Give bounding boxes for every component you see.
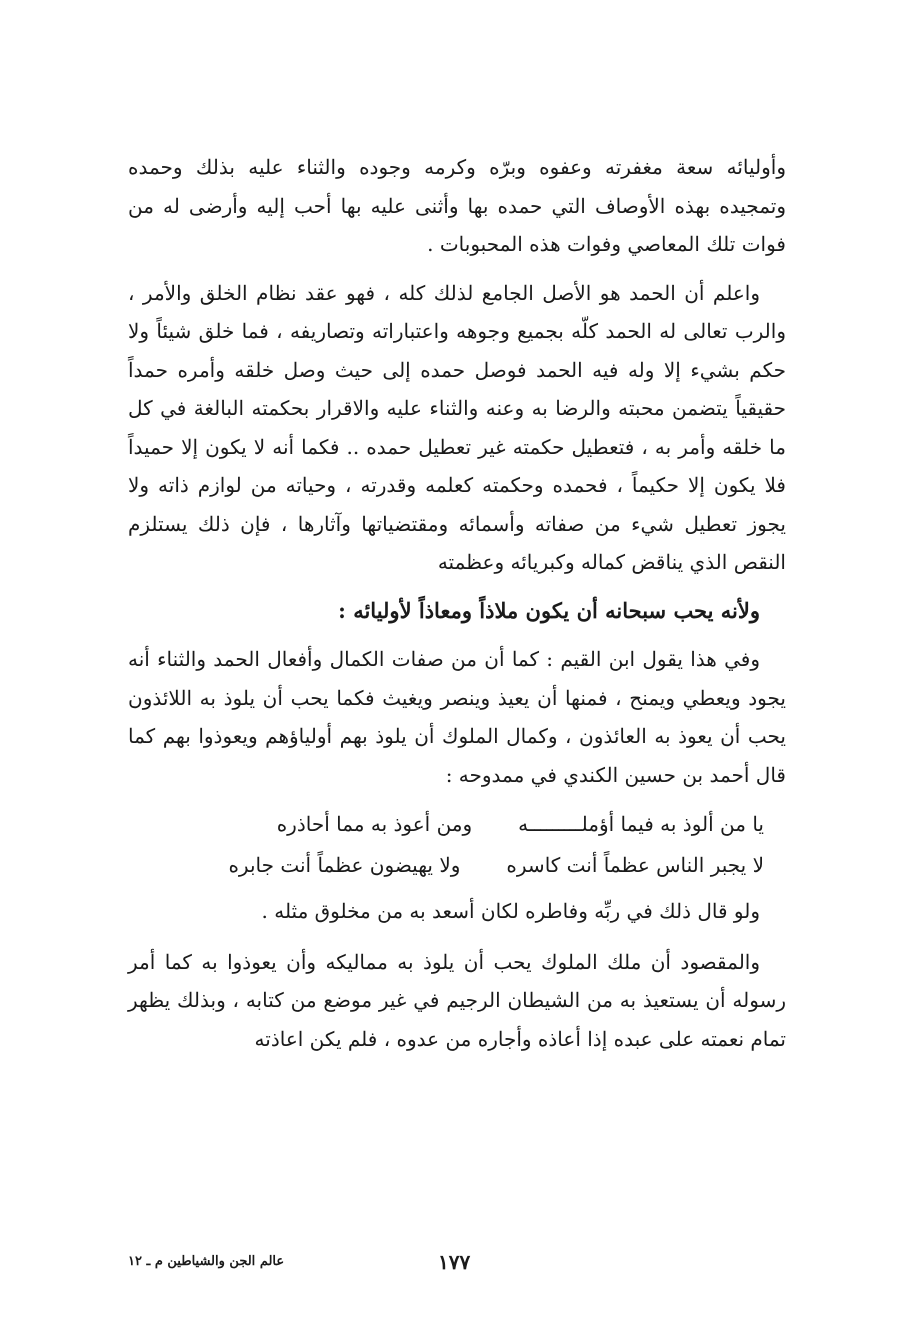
- section-heading: ولأنه يحب سبحانه أن يكون ملاذاً ومعاذاً لأوليائه :: [338, 597, 760, 623]
- paragraph-praise-origin: واعلم أن الحمد هو الأصل الجامع لذلك كله ، فهو عقد نظام الخلق والأمر ، والرب تعالى له الحمد كلّه بجميع وجوهه واعتباراته وتصاريفه ، فما خلق شيئاً ولا حكم بشيء إلا وله فيه الحمد فوصل حمده إلى حيث وصل خلقه وأمره حمداً حقيقياً يتضمن محبته والرضا به وعنه والثناء عليه والاقرار بحكمته البالغة في كل ما خلقه وأمر به ، فتعطيل حكمته غير تعطيل حمده .. فكما أنه لا يكون إلا حميداً فلا يكون إلا حكيماً ، فحمده وحكمته كعلمه وقدرته ، وحياته من لوازم ذاته ولا يجوز تعطيل شيء من صفاته وأسمائه ومقتضياتها وآثارها ، فإن ذلك يستلزم النقص الذي يناقض كماله وكبريائه وعظمته: [128, 280, 786, 574]
- verse-2-second-hemistich: ولا يهيضون عظماً أنت جابره: [228, 853, 461, 877]
- poem-verse-1: [128, 804, 786, 845]
- paragraph-king-of-kings: والمقصود أن ملك الملوك يحب أن يلوذ به مماليكه وأن يعوذوا به كما أمر رسوله أن يستعيذ به من الشيطان الرجيم في غير موضع من كتابه ، وبذلك يظهر تمام نعمته على عبده إذا أعاذه وأجاره من عدوه ، فلم يكن اعاذته: [128, 949, 786, 1051]
- verse-1-first-hemistich: يا من ألوذ به فيما أؤملـــــــــه: [518, 812, 764, 836]
- page-number: ١٧٧: [438, 1250, 471, 1274]
- page-text-block: [128, 148, 786, 1068]
- verse-1-second-hemistich: ومن أعوذ به مما أحاذره: [276, 812, 473, 836]
- poem: [128, 804, 786, 886]
- verse-2-first-hemistich: لا يجبر الناس عظماً أنت كاسره: [506, 853, 764, 877]
- paragraph-ibn-qayyim: وفي هذا يقول ابن القيم : كما أن من صفات الكمال وأفعال الحمد والثناء أنه يجود ويعطي ويمنح ، فمنها أن يعيذ وينصر ويغيث فكما يحب أن يلوذ به اللائذون يحب أن يعوذ به العائذون ، وكمال الملوك أن يلوذ بهم أولياؤهم ويعوذوا بهم كما قال أحمد بن حسين الكندي في ممدوحه :: [128, 647, 786, 787]
- footer-book-reference: عالم الجن والشياطين م ـ ١٢: [128, 1254, 285, 1269]
- page-footer: [128, 1250, 786, 1274]
- paragraph-continuation: وأوليائه سعة مغفرته وعفوه وبرّه وكرمه وجوده والثناء عليه بذلك وحمده وتمجيده بهذه الأوصاف التي حمده بها وأثنى عليه بها أحب إليه وأرضى له من فوات تلك المعاصي وفوات هذه المحبوبات .: [128, 155, 786, 256]
- paragraph-poem-comment: ولو قال ذلك في ربِّه وفاطره لكان أسعد به من مخلوق مثله .: [261, 899, 760, 923]
- poem-verse-2: [128, 845, 786, 886]
